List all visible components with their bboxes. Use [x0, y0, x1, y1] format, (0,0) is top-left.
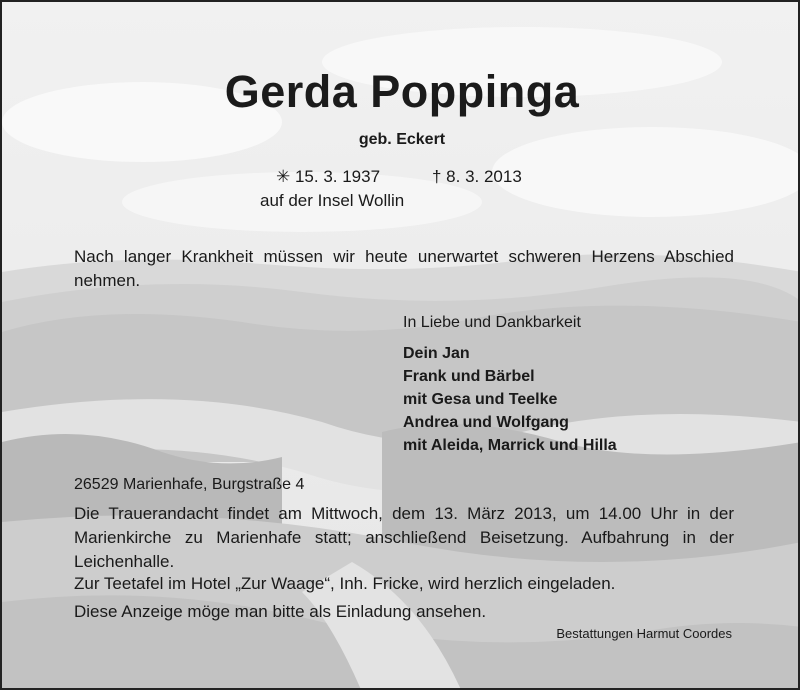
intro-text: Nach langer Krankheit müssen wir heute unerwartet schweren Herzens Abschied nehmen.	[74, 247, 734, 290]
death-date: † 8. 3. 2013	[432, 167, 522, 186]
invitation-note: Diese Anzeige möge man bitte als Einladung ansehen.	[74, 602, 487, 621]
undertaker-name: Bestattungen Harmut Coordes	[556, 626, 732, 641]
deceased-name: Gerda Poppinga	[224, 66, 580, 117]
service-text: Die Trauerandacht findet am Mittwoch, dem 13. März 2013, um 14.00 Uhr in der Marienkirche zu Marienhafe statt; anschließend Beisetzung. Aufbahrung in der Leichenhalle.	[74, 504, 734, 571]
family-address: 26529 Marienhafe, Burgstraße 4	[74, 476, 305, 493]
tea-invitation: Zur Teetafel im Hotel „Zur Waage“, Inh. Fricke, wird herzlich eingeladen.	[74, 574, 616, 593]
family-member: mit Gesa und Teelke	[403, 391, 558, 408]
birth-date: ✳ 15. 3. 1937	[276, 167, 381, 186]
birthplace: auf der Insel Wollin	[260, 191, 405, 210]
family-member: Andrea und Wolfgang	[403, 414, 569, 431]
thanks-line: In Liebe und Dankbarkeit	[403, 314, 581, 331]
family-member: Dein Jan	[403, 345, 470, 362]
family-list	[403, 342, 617, 457]
maiden-name: geb. Eckert	[358, 131, 446, 148]
family-member: mit Aleida, Marrick und Hilla	[403, 437, 617, 454]
family-member: Frank und Bärbel	[403, 368, 535, 385]
